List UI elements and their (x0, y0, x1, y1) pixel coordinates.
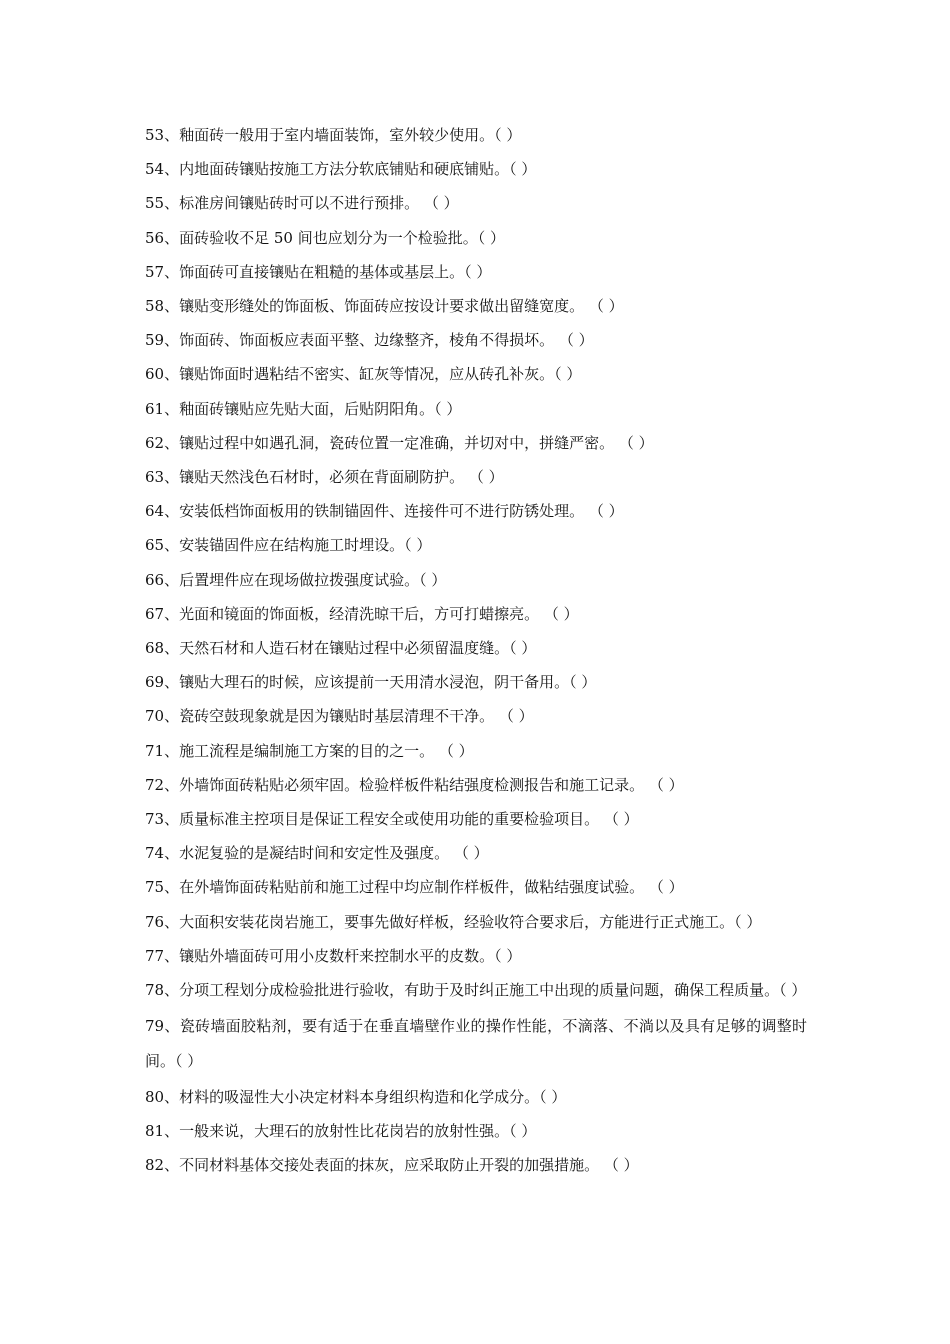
question-57: 57、饰面砖可直接镶贴在粗糙的基体或基层上。（ ） (145, 262, 492, 281)
question-78: 78、分项工程划分成检验批进行验收，有助于及时纠正施工中出现的质量问题，确保工程质量。（ ） (145, 981, 807, 1000)
question-67: 67、光面和镜面的饰面板，经清洗晾干后，方可打蜡擦亮。 （ ） (145, 604, 579, 623)
question-72: 72、外墙饰面砖粘贴必须牢固。检验样板件粘结强度检测报告和施工记录。 （ ） (145, 775, 684, 794)
question-80: 80、材料的吸湿性大小决定材料本身组织构造和化学成分。（ ） (145, 1087, 567, 1106)
question-74: 74、水泥复验的是凝结时间和安定性及强度。 （ ） (145, 844, 489, 863)
question-70: 70、瓷砖空鼓现象就是因为镶贴时基层清理不干净。 （ ） (145, 707, 534, 726)
question-76: 76、大面积安装花岗岩施工，要事先做好样板，经验收符合要求后，方能进行正式施工。（ ） (145, 912, 762, 931)
question-82: 82、不同材料基体交接处表面的抹灰，应采取防止开裂的加强措施。 （ ） (145, 1155, 639, 1174)
question-79: 79、瓷砖墙面胶粘剂，要有适于在垂直墙壁作业的操作性能，不滴落、不淌以及具有足够的调整时间。（ ） (145, 1016, 807, 1071)
question-54: 54、内地面砖镶贴按施工方法分软底铺贴和硬底铺贴。（ ） (145, 160, 537, 179)
question-75: 75、在外墙饰面砖粘贴前和施工过程中均应制作样板件，做粘结强度试验。 （ ） (145, 878, 684, 897)
question-59: 59、饰面砖、饰面板应表面平整、边缘整齐，棱角不得损坏。 （ ） (145, 331, 594, 350)
question-62: 62、镶贴过程中如遇孔洞，瓷砖位置一定准确，并切对中，拼缝严密。 （ ） (145, 433, 654, 452)
question-60: 60、镶贴饰面时遇粘结不密实、缸灰等情况，应从砖孔补灰。（ ） (145, 365, 582, 384)
question-61: 61、釉面砖镶贴应先贴大面，后贴阴阳角。（ ） (145, 399, 462, 418)
question-56: 56、面砖验收不足 50 间也应划分为一个检验批。（ ） (145, 228, 505, 247)
question-66: 66、后置埋件应在现场做拉拨强度试验。（ ） (145, 570, 447, 589)
question-53: 53、釉面砖一般用于室内墙面装饰，室外较少使用。（ ） (145, 126, 522, 144)
question-64: 64、安装低档饰面板用的铁制锚固件、连接件可不进行防锈处理。 （ ） (145, 502, 624, 521)
question-65: 65、安装锚固件应在结构施工时埋设。（ ） (145, 536, 432, 555)
question-69: 69、镶贴大理石的时候，应该提前一天用清水浸泡，阴干备用。（ ） (145, 673, 597, 692)
question-68: 68、天然石材和人造石材在镶贴过程中必须留温度缝。（ ） (145, 639, 537, 658)
question-73: 73、质量标准主控项目是保证工程安全或使用功能的重要检验项目。 （ ） (145, 810, 639, 829)
question-55: 55、标准房间镶贴砖时可以不进行预排。 （ ） (145, 194, 459, 213)
question-58: 58、镶贴变形缝处的饰面板、饰面砖应按设计要求做出留缝宽度。 （ ） (145, 297, 624, 316)
question-63: 63、镶贴天然浅色石材时，必须在背面刷防护。 （ ） (145, 468, 504, 487)
question-71: 71、施工流程是编制施工方案的目的之一。 （ ） (145, 741, 474, 760)
question-77: 77、镶贴外墙面砖可用小皮数杆来控制水平的皮数。（ ） (145, 946, 522, 965)
question-list (145, 118, 807, 1182)
question-81: 81、一般来说，大理石的放射性比花岗岩的放射性强。（ ） (145, 1121, 537, 1140)
